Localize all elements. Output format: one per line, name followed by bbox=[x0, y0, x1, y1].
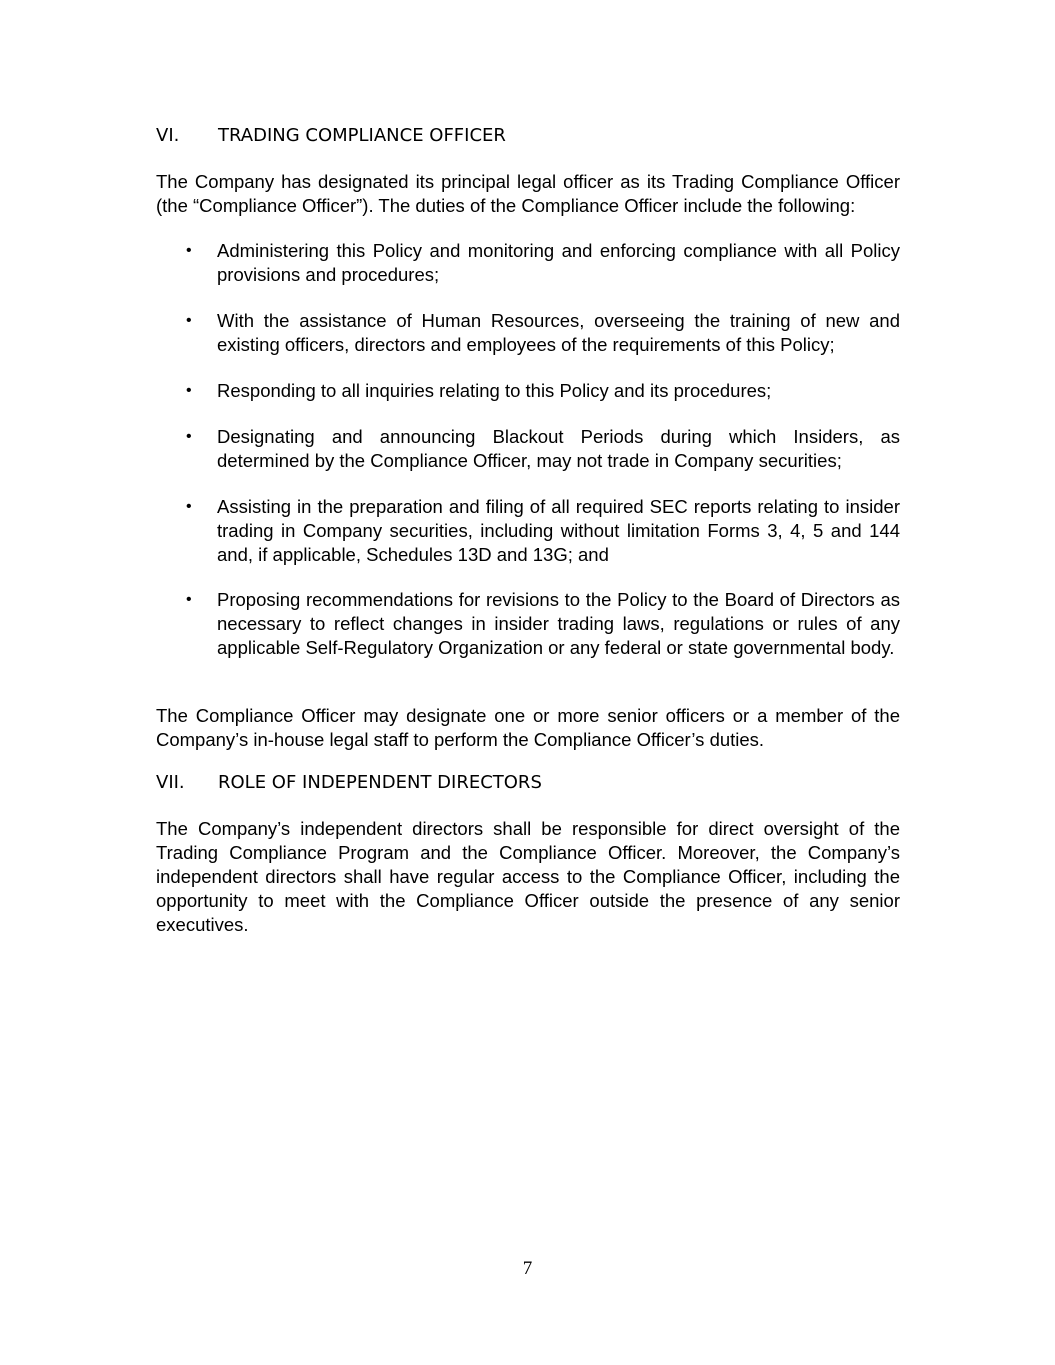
section-heading-vii bbox=[156, 771, 542, 795]
section-number: VII. bbox=[156, 772, 185, 793]
bullet-icon: • bbox=[186, 498, 192, 515]
bullet-icon: • bbox=[186, 591, 192, 608]
section-heading-vi bbox=[156, 124, 506, 148]
bullet-icon: • bbox=[186, 382, 192, 399]
section-title: TRADING COMPLIANCE OFFICER bbox=[218, 125, 506, 146]
list-item bbox=[186, 239, 900, 287]
list-item-text: With the assistance of Human Resources, overseeing the training of new and existing officers, directors and employees of the requirements of this Policy; bbox=[217, 310, 900, 355]
compliance-officer-intro-paragraph: The Company has designated its principal legal officer as its Trading Compliance Officer (the “Compliance Officer”). The duties of the Compliance Officer include the following: bbox=[156, 171, 900, 216]
list-item bbox=[186, 309, 900, 357]
section-title: ROLE OF INDEPENDENT DIRECTORS bbox=[218, 772, 542, 793]
page-number: 7 bbox=[522, 1258, 533, 1279]
section-number: VI. bbox=[156, 125, 180, 146]
list-item-text: Proposing recommendations for revisions to the Policy to the Board of Directors as necessary to reflect changes in insider trading laws, regulations or rules of any applicable Self-Regulatory Organization or any federal or state governmental body. bbox=[217, 589, 900, 658]
list-item bbox=[186, 379, 900, 403]
list-item-text: Assisting in the preparation and filing of all required SEC reports relating to insider trading in Company securities, including without limitation Forms 3, 4, 5 and 144 and, if applicable, Schedules 13D and 13G; and bbox=[217, 496, 900, 565]
list-item bbox=[186, 495, 900, 567]
bullet-icon: • bbox=[186, 428, 192, 445]
list-item-text: Designating and announcing Blackout Periods during which Insiders, as determined by the Compliance Officer, may not trade in Company securities; bbox=[217, 426, 900, 471]
list-item-text: Administering this Policy and monitoring and enforcing compliance with all Policy provisions and procedures; bbox=[217, 240, 900, 285]
compliance-officer-delegation-paragraph: The Compliance Officer may designate one or more senior officers or a member of the Company’s in-house legal staff to perform the Compliance Officer’s duties. bbox=[156, 705, 900, 750]
independent-directors-paragraph: The Company’s independent directors shall be responsible for direct oversight of the Trading Compliance Program and the Compliance Officer. Moreover, the Company’s independent directors shall have regular access to the Compliance Officer, including the opportunity to meet with the Compliance Officer outside the presence of any senior executives. bbox=[156, 818, 900, 935]
list-item-text: Responding to all inquiries relating to this Policy and its procedures; bbox=[217, 380, 772, 401]
bullet-icon: • bbox=[186, 242, 192, 259]
bullet-icon: • bbox=[186, 312, 192, 329]
list-item bbox=[186, 588, 900, 660]
list-item bbox=[186, 425, 900, 473]
